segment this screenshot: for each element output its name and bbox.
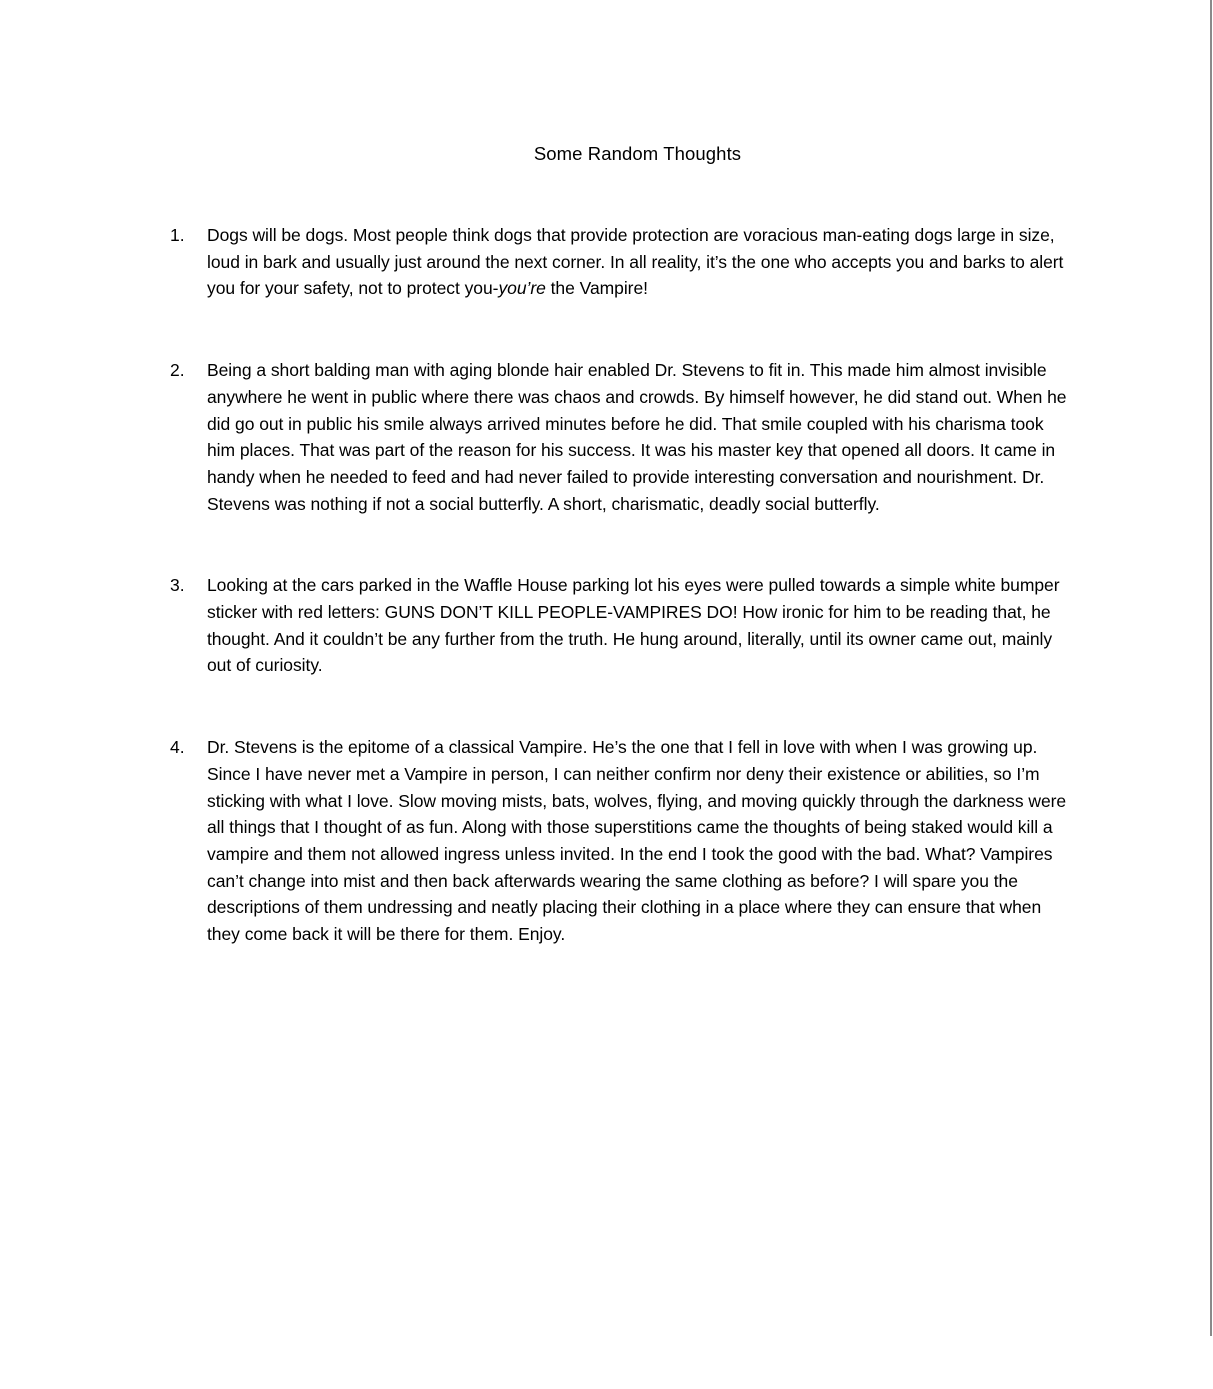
list-item-text	[207, 357, 1069, 517]
page-edge-line	[1210, 0, 1212, 1336]
text-run: Being a short balding man with aging blonde hair enabled Dr. Stevens to fit in. This made him almost invisible anywhere he went in public where there was chaos and crowds. By himself however, he did stand out. When he did go out in public his smile always arrived minutes before he did. That smile coupled with his charisma took him places. That was part of the reason for his success. It was his master key that opened all doors. It came in handy when he needed to feed and had never failed to provide interesting conversation and nourishment. Dr. Stevens was nothing if not a social butterfly. A short, charismatic, deadly social butterfly.	[207, 360, 1067, 514]
list-item-number: 2.	[170, 360, 185, 381]
list-item-number: 3.	[170, 575, 185, 596]
list-item-text	[207, 222, 1069, 302]
text-run: the Vampire!	[545, 278, 648, 299]
list-item	[170, 357, 1105, 517]
text-run: Dogs will be dogs. Most people think dogs that provide protection are voracious man-eating dogs large in size, loud in bark and usually just around the next corner. In all reality, it’s the one who accepts you and barks to alert you for your safety, not to protect you-	[207, 225, 1064, 299]
list-item	[170, 734, 1105, 948]
list-item-text	[207, 572, 1069, 679]
list-item	[170, 572, 1105, 679]
document-title: Some Random Thoughts	[533, 143, 742, 164]
text-run-italic: you’re	[498, 278, 546, 299]
list-item-number: 1.	[170, 225, 185, 245]
numbered-list	[170, 222, 1105, 948]
list-item	[170, 222, 1105, 302]
document-body	[170, 0, 1105, 1003]
text-run: Dr. Stevens is the epitome of a classical Vampire. He’s the one that I fell in love with when I was growing up. Since I have never met a Vampire in person, I can neither confirm nor deny their existence or abilities, so I’m sticking with what I love. Slow moving mists, bats, wolves, flying, and moving quickly through the darkness were all things that I thought of as fun. Along with those superstitions came the thoughts of being staked would kill a vampire and them not allowed ingress unless invited. In the end I took the good with the bad. What? Vampires can’t change into mist and then back afterwards wearing the same clothing as before? I will spare you the descriptions of them undressing and neatly placing their clothing in a place where they can ensure that when they come back it will be there for them. Enjoy.	[207, 737, 1067, 945]
text-run: Looking at the cars parked in the Waffle House parking lot his eyes were pulled towards a simple white bumper sticker with red letters: GUNS DON’T KILL PEOPLE-VAMPIRES DO! How ironic for him to be reading that, he thought. And it couldn’t be any further from the truth. He hung around, literally, until its owner came out, mainly out of curiosity.	[207, 575, 1060, 676]
list-item-text	[207, 734, 1069, 948]
list-item-number: 4.	[170, 737, 185, 758]
